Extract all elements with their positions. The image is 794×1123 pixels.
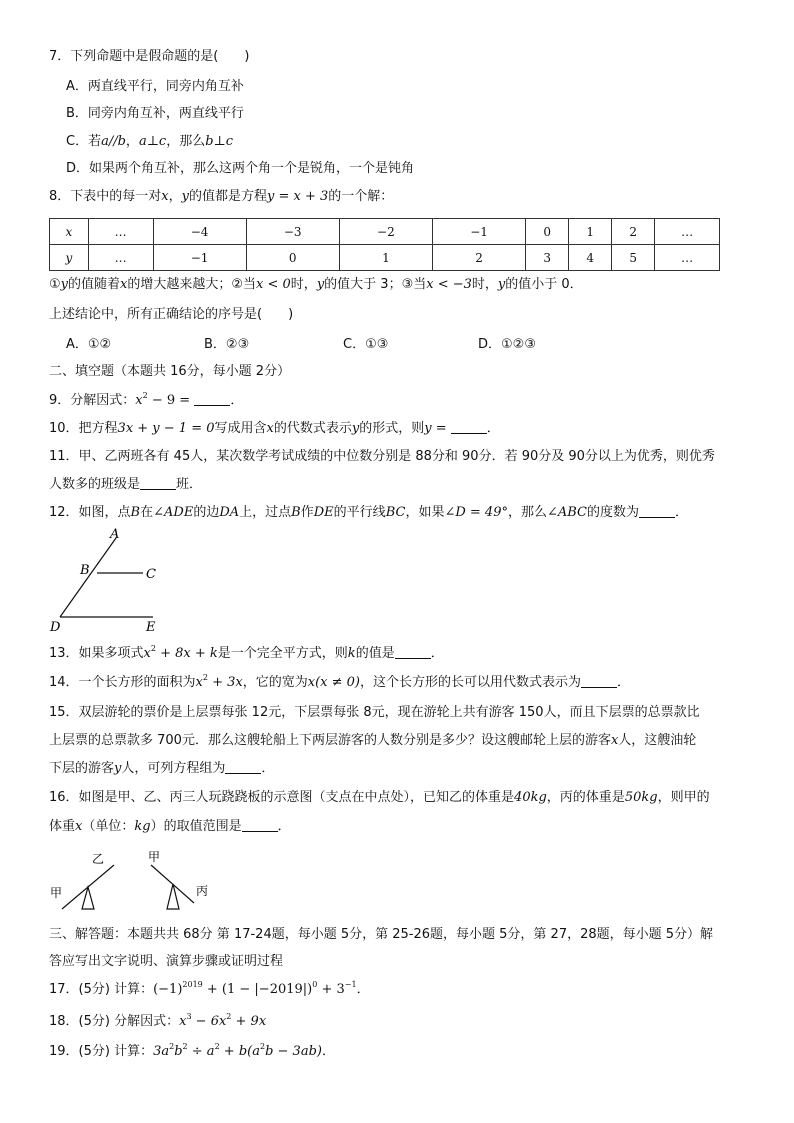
text: 12．如图，点	[49, 505, 131, 520]
q18	[49, 1012, 266, 1032]
q7-option-a: A．两直线平行，同旁内角互补	[66, 79, 244, 94]
q16-figure	[48, 845, 218, 915]
values-table	[49, 218, 720, 271]
label-jia-left: 甲	[50, 886, 63, 900]
math: 40kg	[514, 790, 547, 805]
text: 的边	[193, 505, 220, 520]
exponent: −1	[344, 980, 357, 989]
math: kg	[134, 819, 151, 834]
text: （单位：	[82, 819, 135, 834]
exponent: 2	[142, 391, 148, 400]
exponent: 2019	[182, 980, 203, 989]
text: 人，这艘油轮	[618, 733, 697, 748]
text: 的代数式表示	[273, 421, 352, 436]
table-cell: 0	[526, 219, 569, 245]
label-yi: 乙	[92, 852, 105, 866]
table-cell: …	[655, 245, 720, 271]
answer-blank	[395, 646, 431, 659]
math: 3a	[153, 1044, 170, 1059]
text: 写成用含	[214, 421, 267, 436]
math: x < 0	[256, 277, 291, 292]
text: 的值大于 3；③当	[324, 277, 427, 292]
math: B	[291, 505, 301, 520]
table-cell: 0	[246, 245, 339, 271]
q8-conclusions	[49, 275, 583, 295]
text: ．	[277, 819, 291, 834]
math: (−1)	[153, 982, 183, 997]
label-bing: 丙	[196, 884, 209, 898]
math: a//b	[101, 134, 126, 149]
label-C: C	[146, 567, 156, 582]
answer-blank	[225, 761, 261, 774]
q11-line1: 11．甲、乙两班各有 45人，某次数学考试成绩的中位数分别是 88分和 90分．若 90分及 90分以上为优秀，则优秀	[49, 449, 715, 464]
text: ，丙的体重是	[546, 790, 625, 805]
exponent: 0	[312, 980, 318, 989]
math: x	[135, 393, 143, 408]
exponent: 2	[226, 1012, 232, 1021]
text: ．	[617, 675, 631, 690]
q10	[49, 419, 500, 439]
text: ，那么	[507, 505, 547, 520]
math: y =	[424, 421, 447, 436]
math: DA	[219, 505, 240, 520]
text: ．	[321, 1044, 335, 1059]
math: ∠ABC	[546, 505, 588, 520]
math: ∠ADE	[153, 505, 194, 520]
table-cell: −2	[339, 219, 432, 245]
q15-line1: 15．双层游轮的票价是上层票每张 12元，下层票每张 8元，现在游轮上共有游客 150人，而且下层票的总票款比	[49, 705, 700, 720]
q8-option-b: B．②③	[204, 337, 250, 352]
text: 的形式，则	[359, 421, 425, 436]
math: DE	[313, 505, 334, 520]
label-B: B	[80, 563, 90, 578]
text: 下层的游客	[49, 761, 115, 776]
answer-blank	[194, 393, 230, 406]
math: + 3	[317, 982, 345, 997]
text: 的值随着	[68, 277, 121, 292]
text: 作	[300, 505, 314, 520]
math: b − 3ab)	[265, 1044, 322, 1059]
math: x	[610, 733, 619, 748]
exponent: 2	[182, 1042, 188, 1051]
text: 8．下表中的每一对	[49, 189, 162, 204]
text: 的值是	[355, 646, 395, 661]
q7-stem: 7．下列命题中是假命题的是( )	[49, 49, 250, 64]
q8-ask: 上述结论中，所有正确结论的序号是( )	[49, 307, 294, 322]
label-jia-top: 甲	[148, 850, 161, 864]
text: ．	[261, 761, 275, 776]
text: ．	[675, 505, 689, 520]
answer-blank	[242, 819, 278, 832]
table-cell: …	[88, 219, 153, 245]
math: − 6x	[191, 1014, 227, 1029]
text: 的增大越来越大；②当	[127, 277, 257, 292]
q7-option-c	[66, 132, 233, 152]
q8-option-d: D．①②③	[478, 337, 536, 352]
text: 10．把方程	[49, 421, 118, 436]
math: ÷ a	[187, 1044, 215, 1059]
text: 17．(5分) 计算：	[49, 982, 154, 997]
math: y	[60, 277, 69, 292]
label-D: D	[50, 620, 61, 635]
table-cell: 4	[569, 245, 612, 271]
math: x(x ≠ 0)	[307, 675, 361, 690]
math: + b(a	[219, 1044, 260, 1059]
math: BC	[385, 505, 406, 520]
q19	[49, 1042, 335, 1062]
q15-line2	[49, 731, 696, 751]
math: − 9 =	[147, 393, 191, 408]
math: 3x + y − 1 = 0	[117, 421, 215, 436]
text: ，如果	[405, 505, 445, 520]
text: ，它的宽为	[242, 675, 308, 690]
text: ，这个长方形的长可以用代数式表示为	[360, 675, 582, 690]
q12	[49, 503, 688, 523]
exponent: 2	[202, 673, 208, 682]
math: + (1 − |−2019|)	[202, 982, 313, 997]
table-cell: −3	[246, 219, 339, 245]
exponent: 2	[169, 1042, 175, 1051]
q8-stem	[49, 187, 393, 207]
q7-option-b: B．同旁内角互补，两直线平行	[66, 106, 244, 121]
section-3-title-line1: 三、解答题：本题共共 68分 第 17-24题，每小题 5分，第 25-26题，每小题 5分，第 27，28题，每小题 5分）解	[49, 927, 714, 942]
math: + 9x	[231, 1014, 267, 1029]
text: 的度数为	[587, 505, 640, 520]
text: 的一个解：	[328, 189, 394, 204]
text: ．	[356, 982, 370, 997]
answer-blank	[451, 421, 487, 434]
text: ，那么	[166, 134, 206, 149]
exponent: 2	[214, 1042, 220, 1051]
text: 上，过点	[239, 505, 292, 520]
answer-blank	[140, 477, 176, 490]
table-cell: 2	[612, 219, 655, 245]
text: 时，	[290, 277, 317, 292]
math: y = x + 3	[267, 189, 329, 204]
math: y	[181, 189, 189, 204]
answer-blank	[639, 505, 675, 518]
exponent: 2	[259, 1042, 266, 1051]
text: 19．(5分) 计算：	[49, 1044, 154, 1059]
text: ．	[430, 646, 444, 661]
text: 时，	[471, 277, 498, 292]
text: 13．如果多项式	[49, 646, 144, 661]
text: ．	[486, 421, 500, 436]
math: x < −3	[426, 277, 472, 292]
math: y	[316, 277, 325, 292]
text: C．若	[66, 134, 102, 149]
text: 18．(5分) 分解因式：	[49, 1014, 180, 1029]
table-row-x	[50, 219, 720, 245]
q16-line2	[49, 817, 291, 837]
text: 的值小于 0．	[505, 277, 583, 292]
math: a⊥c	[138, 134, 167, 149]
math: ∠D = 49°	[444, 505, 508, 520]
table-cell: x	[50, 219, 89, 245]
text: ，则甲的	[657, 790, 710, 805]
q14	[49, 673, 630, 693]
math: + 3x	[207, 675, 243, 690]
table-cell: …	[655, 219, 720, 245]
math: x	[120, 277, 128, 292]
text: 是一个完全平方式，则	[217, 646, 348, 661]
text: 体重	[49, 819, 76, 834]
q9	[49, 391, 243, 411]
table-cell: 2	[432, 245, 525, 271]
math: x	[266, 421, 274, 436]
text: 的值都是方程	[189, 189, 268, 204]
text: 16．如图是甲、乙、丙三人玩跷跷板的示意图（支点在中点处），已知乙的体重是	[49, 790, 515, 805]
text: ．	[230, 393, 244, 408]
text: 班．	[176, 477, 203, 492]
text: 的平行线	[333, 505, 386, 520]
math: x	[143, 646, 151, 661]
table-row-y	[50, 245, 720, 271]
q12-figure	[40, 525, 180, 635]
math: y	[114, 761, 122, 776]
math: k	[347, 646, 356, 661]
text: ，	[125, 134, 139, 149]
math: x	[161, 189, 169, 204]
text: ）的取值范围是	[150, 819, 242, 834]
text: 14．一个长方形的面积为	[49, 675, 196, 690]
math: + 8x + k	[155, 646, 218, 661]
section-3-title-line2: 答应写出文字说明、演算步骤或证明过程	[49, 954, 284, 969]
math: x	[195, 675, 203, 690]
table-cell: y	[50, 245, 89, 271]
math: y	[351, 421, 360, 436]
text: 上层票的总票款多 700元．那么这艘轮船上下两层游客的人数分别是多少？设这艘邮轮上层的游客	[49, 733, 611, 748]
text: 人数多的班级是	[49, 477, 141, 492]
q15-line3	[49, 759, 274, 779]
math: b⊥c	[205, 134, 234, 149]
table-cell: −4	[153, 219, 246, 245]
text: 9．分解因式：	[49, 393, 136, 408]
math: x	[179, 1014, 187, 1029]
q8-option-c: C．①③	[343, 337, 389, 352]
table-cell: 3	[526, 245, 569, 271]
section-2-title: 二、填空题（本题共 16分，每小题 2分）	[49, 364, 291, 379]
table-cell: 1	[339, 245, 432, 271]
text: 人，可列方程组为	[121, 761, 226, 776]
q8-option-a: A．①②	[66, 337, 112, 352]
table-cell: 5	[612, 245, 655, 271]
text: ，	[168, 189, 182, 204]
table-cell: −1	[153, 245, 246, 271]
table-cell: 1	[569, 219, 612, 245]
math: B	[130, 505, 141, 520]
answer-blank	[581, 675, 617, 688]
math: 50kg	[624, 790, 658, 805]
math: x	[75, 819, 83, 834]
table-cell: …	[88, 245, 153, 271]
q13	[49, 644, 444, 664]
exponent: 3	[186, 1012, 192, 1021]
label-A: A	[110, 527, 120, 542]
text: 在	[140, 505, 154, 520]
q11-line2	[49, 475, 202, 495]
math: b	[174, 1044, 183, 1059]
label-E: E	[146, 620, 156, 635]
q16-line1	[49, 788, 710, 808]
q17	[49, 980, 370, 1000]
text: ①	[49, 277, 61, 292]
table-cell: −1	[432, 219, 525, 245]
exponent: 2	[150, 644, 156, 653]
q7-option-d: D．如果两个角互补，那么这两个角一个是锐角，一个是钝角	[66, 161, 415, 176]
math: y	[497, 277, 506, 292]
